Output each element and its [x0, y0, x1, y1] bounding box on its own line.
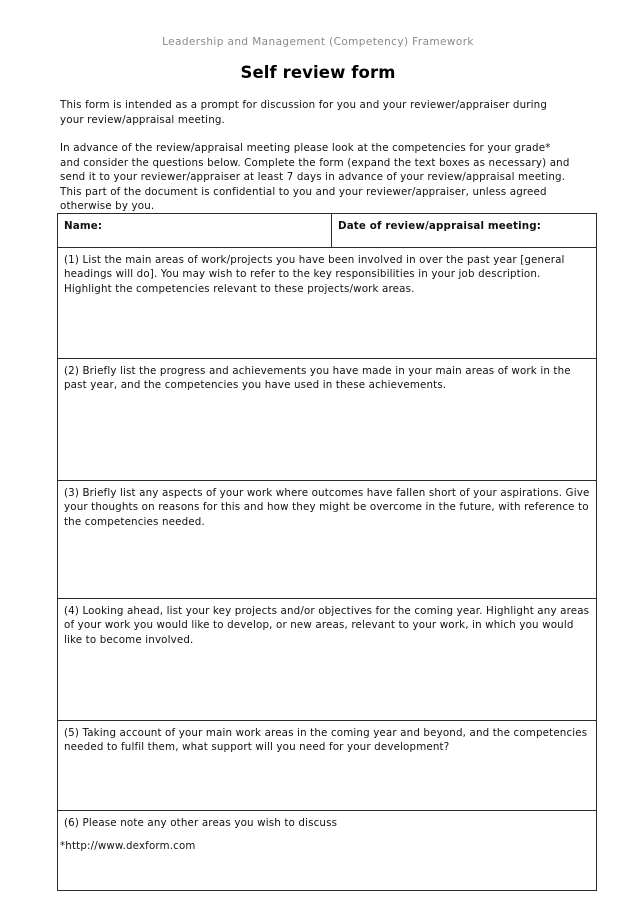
table-row-header — [58, 214, 597, 248]
table-row — [58, 481, 597, 599]
question-4-text: (4) Looking ahead, list your key projects and/or objectives for the coming year. Highlight any areas of your work you would like to develop, or new areas, relevant to your work, in which you would like to become involved. — [64, 605, 590, 646]
question-1-cell[interactable] — [58, 248, 597, 359]
date-field-cell[interactable]: Date of review/appraisal meeting: — [332, 214, 597, 248]
table-row — [58, 599, 597, 721]
question-5-cell[interactable] — [58, 721, 597, 811]
question-6-text: (6) Please note any other areas you wish to discuss — [64, 817, 338, 829]
table-row — [58, 248, 597, 359]
question-5-text: (5) Taking account of your main work areas in the coming year and beyond, and the competencies needed to fulfil them, what support will you need for your development? — [64, 727, 588, 754]
question-4-cell[interactable] — [58, 599, 597, 721]
name-field-cell[interactable]: Name: — [58, 214, 332, 248]
intro-paragraph-2: In advance of the review/appraisal meeting please look at the competencies for your grade* and consider the questions below. Complete the form (expand the text boxes as necessary) and send it to your reviewer/appraiser at least 7 days in advance of your review/appraisal meeting. This part of the document is confidential to you and your reviewer/appraiser, unless agreed otherwise by you. — [60, 142, 570, 213]
question-3-cell[interactable] — [58, 481, 597, 599]
self-review-form-table — [57, 213, 597, 891]
question-1-text: (1) List the main areas of work/projects you have been involved in over the past year [general headings will do]. You may wish to refer to the key responsibilities in your job description. Highlight the competencies relevant to these projects/work areas. — [64, 254, 565, 295]
table-row — [58, 359, 597, 481]
intro-paragraph-1: This form is intended as a prompt for discussion for you and your reviewer/appraiser during your review/appraisal meeting. — [60, 99, 548, 126]
table-row — [58, 721, 597, 811]
footer-source-note: *http://www.dexform.com — [60, 841, 196, 852]
document-header-line: Leadership and Management (Competency) Framework — [162, 36, 474, 48]
page-title: Self review form — [240, 63, 396, 82]
question-2-cell[interactable] — [58, 359, 597, 481]
question-3-text: (3) Briefly list any aspects of your work where outcomes have fallen short of your aspirations. Give your thoughts on reasons for this and how they might be overcome in the future, with reference to the competencies needed. — [64, 487, 590, 528]
question-2-text: (2) Briefly list the progress and achievements you have made in your main areas of work in the past year, and the competencies you have used in these achievements. — [64, 365, 571, 392]
